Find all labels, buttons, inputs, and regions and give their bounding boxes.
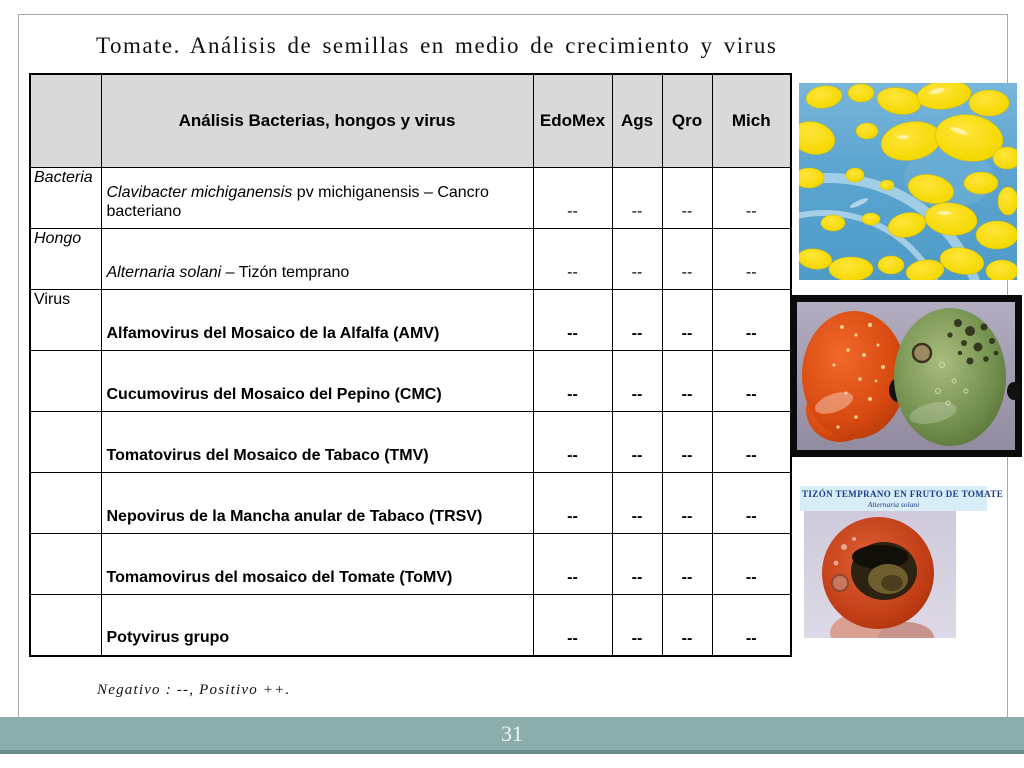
table-row: [30, 412, 791, 473]
table-row: [30, 229, 791, 290]
value-cell: --: [662, 229, 712, 290]
legend-note: Negativo : --, Positivo ++.: [97, 682, 291, 698]
value-cell: --: [533, 290, 612, 351]
value-cell: --: [662, 595, 712, 656]
value-cell: --: [612, 229, 662, 290]
species-name: Clavibacter michiganensis: [106, 184, 293, 202]
analysis-header: Análisis Bacterias, hongos y virus: [101, 74, 533, 168]
table-row: [30, 473, 791, 534]
analysis-text: Cucumovirus del Mosaico del Pepino (CMC): [106, 385, 442, 403]
value-cell: --: [612, 473, 662, 534]
value-cell: --: [533, 168, 612, 229]
column-header-mich: Mich: [712, 74, 791, 168]
category-cell: [30, 351, 101, 412]
tizon-title: TIZÓN TEMPRANO EN FRUTO DE TOMATE: [802, 489, 1004, 499]
analysis-text: – Tizón temprano: [221, 263, 350, 281]
value-cell: --: [712, 168, 791, 229]
analysis-cell: [101, 229, 533, 290]
value-cell: --: [662, 534, 712, 595]
category-cell: [30, 473, 101, 534]
tizon-image: [800, 486, 1004, 638]
analysis-text: Tomatovirus del Mosaico de Tabaco (TMV): [106, 446, 429, 464]
analysis-text: Nepovirus de la Mancha anular de Tabaco (TRSV): [106, 507, 483, 525]
analysis-cell: [101, 412, 533, 473]
value-cell: --: [533, 473, 612, 534]
category-cell: Hongo: [30, 229, 101, 290]
slide-title: Tomate. Análisis de semillas en medio de crecimiento y virus: [96, 33, 778, 58]
value-cell: --: [662, 168, 712, 229]
value-cell: --: [662, 412, 712, 473]
value-cell: --: [533, 412, 612, 473]
value-cell: --: [712, 473, 791, 534]
analysis-cell: [101, 290, 533, 351]
value-cell: --: [612, 412, 662, 473]
column-header-qro: Qro: [662, 74, 712, 168]
analysis-table: [29, 73, 792, 657]
analysis-text: Alfamovirus del Mosaico de la Alfalfa (AMV): [106, 324, 440, 342]
header-row: [30, 74, 791, 168]
category-cell: [30, 534, 101, 595]
analysis-cell: [101, 595, 533, 656]
page-number: 31: [501, 721, 523, 746]
table-row: [30, 168, 791, 229]
value-cell: --: [662, 473, 712, 534]
value-cell: --: [712, 229, 791, 290]
tizon-caption: [800, 486, 1004, 511]
value-cell: --: [533, 229, 612, 290]
analysis-text: Tomamovirus del mosaico del Tomate (ToMV): [106, 568, 453, 586]
column-header-ags: Ags: [612, 74, 662, 168]
table-row: [30, 534, 791, 595]
table-row: [30, 290, 791, 351]
value-cell: --: [712, 351, 791, 412]
corner-header: [30, 74, 101, 168]
analysis-cell: [101, 351, 533, 412]
category-cell: Bacteria: [30, 168, 101, 229]
tizon-photo: [804, 511, 956, 638]
value-cell: --: [533, 534, 612, 595]
category-cell: [30, 412, 101, 473]
analysis-cell: [101, 534, 533, 595]
tomatoes-image: [790, 295, 1022, 457]
petri-dish-image: [799, 83, 1017, 280]
value-cell: --: [712, 534, 791, 595]
category-cell: Virus: [30, 290, 101, 351]
value-cell: --: [533, 351, 612, 412]
value-cell: --: [662, 351, 712, 412]
value-cell: --: [712, 595, 791, 656]
analysis-text: Potyvirus grupo: [106, 629, 230, 647]
value-cell: --: [612, 168, 662, 229]
value-cell: --: [612, 595, 662, 656]
category-cell: [30, 595, 101, 656]
value-cell: --: [662, 290, 712, 351]
value-cell: --: [612, 534, 662, 595]
value-cell: --: [612, 290, 662, 351]
value-cell: --: [712, 290, 791, 351]
value-cell: --: [712, 412, 791, 473]
value-cell: --: [533, 595, 612, 656]
analysis-text: pv michiganensis – Cancro bacteriano: [106, 184, 489, 220]
column-header-edomex: EdoMex: [533, 74, 612, 168]
analysis-cell: [101, 473, 533, 534]
table-row: [30, 595, 791, 656]
table-row: [30, 351, 791, 412]
tizon-subtitle: Alternaria solani: [867, 500, 920, 509]
value-cell: --: [612, 351, 662, 412]
footer-bar: [0, 717, 1024, 754]
analysis-cell: [101, 168, 533, 229]
species-name: Alternaria solani: [106, 263, 222, 281]
